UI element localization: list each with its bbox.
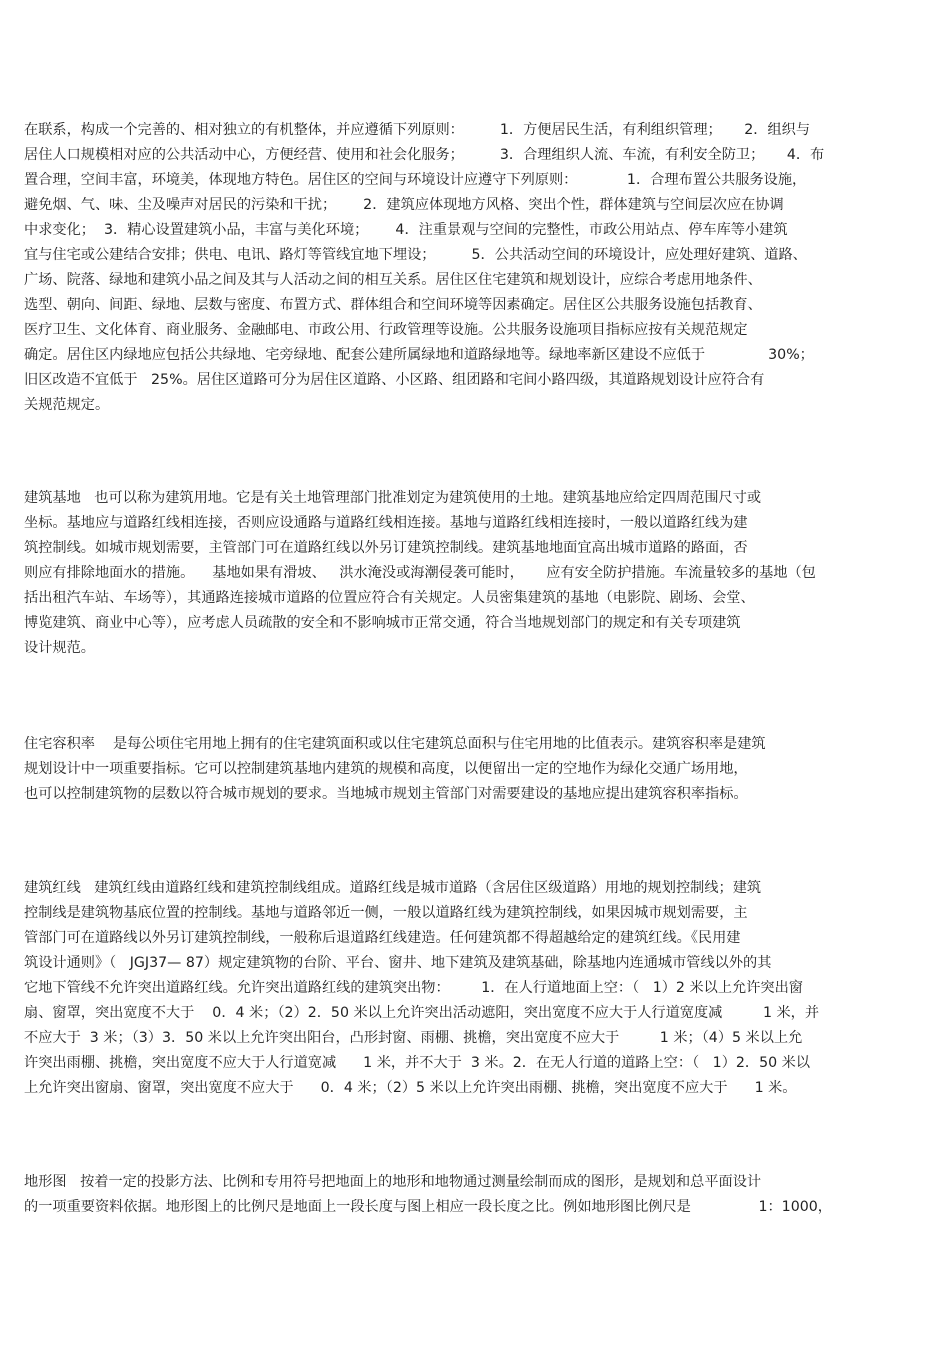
text-line: 上允许突出窗扇、窗罩，突出宽度不应大于 0．4 米；（2）5 米以上允许突出雨棚、挑檐，突出宽度不应大于 1 米。 xyxy=(24,1080,797,1096)
text-line: 它地下管线不允许突出道路红线。允许突出道路红线的建筑突出物： 1．在人行道地面上空：（ 1）2 米以上允许突出窗 xyxy=(24,980,803,996)
text-line: 建筑红线 建筑红线由道路红线和建筑控制线组成。道路红线是城市道路（含居住区级道路）用地的规划控制线；建筑 xyxy=(24,880,762,896)
text-line: 居住人口规模相对应的公共活动中心，方便经营、使用和社会化服务； 3．合理组织人流、车流，有利安全防卫； 4．布 xyxy=(24,147,825,163)
text-line: 地形图 按着一定的投影方法、比例和专用符号把地面上的地形和地物通过测量绘制而成的图形，是规划和总平面设计 xyxy=(24,1174,762,1190)
text-line: 扇、窗罩，突出宽度不大于 0．4 米；（2）2．50 米以上允许突出活动遮阳，突出宽度不应大于人行道宽度减 1 米，并 xyxy=(24,1005,820,1021)
text-line: 坐标。基地应与道路红线相连接，否则应设通路与道路红线相连接。基地与道路红线相连接时，一般以道路红线为建 xyxy=(24,515,748,531)
text-line: 置合理，空间丰富，环境美，体现地方特色。居住区的空间与环境设计应遵守下列原则： 1．合理布置公共服务设施， xyxy=(24,172,807,188)
text-line: 博览建筑、商业中心等），应考虑人员疏散的安全和不影响城市正常交通，符合当地规划部门的规定和有关专项建筑 xyxy=(24,615,741,631)
text-line: 规划设计中一项重要指标。它可以控制建筑基地内建筑的规模和高度，以便留出一定的空地作为绿化交通广场用地， xyxy=(24,761,748,777)
text-line: 筑设计通则》（ JGJ37— 87）规定建筑物的台阶、平台、窗井、地下建筑及建筑基础，除基地内连通城市管线以外的其 xyxy=(24,955,772,971)
text-line: 中求变化； 3．精心设置建筑小品，丰富与美化环境； 4．注重景观与空间的完整性，市政公用站点、停车库等小建筑 xyxy=(24,222,788,238)
text-line: 关规范规定。 xyxy=(24,397,110,413)
text-line: 建筑基地 也可以称为建筑用地。它是有关土地管理部门批准划定为建筑使用的土地。建筑基地应给定四周范围尺寸或 xyxy=(24,490,762,506)
text-line: 管部门可在道路线以外另订建筑控制线，一般称后退道路红线建造。任何建筑都不得超越给定的建筑红线。《民用建 xyxy=(24,930,741,946)
text-line: 则应有排除地面水的措施。 基地如果有滑坡、 洪水淹没或海潮侵袭可能时， 应有安全防护措施。车流量较多的基地（包 xyxy=(24,565,816,581)
text-line: 许突出雨棚、挑檐，突出宽度不应大于人行道宽减 1 米，并不大于 3 米。2．在无人行道的道路上空：（ 1）2．50 米以 xyxy=(24,1055,811,1071)
text-line: 避免烟、气、味、尘及噪声对居民的污染和干扰； 2．建筑应体现地方风格、突出个性，群体建筑与空间层次应在协调 xyxy=(24,197,784,213)
text-line: 设计规范。 xyxy=(24,640,95,656)
text-line: 筑控制线。如城市规划需要，主管部门可在道路红线以外另订建筑控制线。建筑基地地面宜高出城市道路的路面，否 xyxy=(24,540,748,556)
text-line: 也可以控制建筑物的层数以符合城市规划的要求。当地城市规划主管部门对需要建设的基地应提出建筑容积率指标。 xyxy=(24,786,748,802)
text-line: 的一项重要资料依据。地形图上的比例尺是地面上一段长度与图上相应一段长度之比。例如地形图比例尺是 1：1000， xyxy=(24,1199,832,1215)
text-line: 住宅容积率 是每公顷住宅用地上拥有的住宅建筑面积或以住宅建筑总面积与住宅用地的比值表示。建筑容积率是建筑 xyxy=(24,736,766,752)
text-line: 宜与住宅或公建结合安排；供电、电讯、路灯等管线宜地下埋设； 5．公共活动空间的环境设计，应处理好建筑、道路、 xyxy=(24,247,807,263)
text-line: 选型、朝向、间距、绿地、层数与密度、布置方式、群体组合和空间环境等因素确定。居住区公共服务设施包括教育、 xyxy=(24,297,762,313)
text-line: 确定。居住区内绿地应包括公共绿地、宅旁绿地、配套公建所属绿地和道路绿地等。绿地率新区建设不应低于 30%； xyxy=(24,347,814,363)
text-line: 括出租汽车站、车场等），其通路连接城市道路的位置应符合有关规定。人员密集建筑的基地（电影院、剧场、会堂、 xyxy=(24,590,755,606)
text-line: 广场、院落、绿地和建筑小品之间及其与人活动之间的相互关系。居住区住宅建筑和规划设计，应综合考虑用地条件、 xyxy=(24,272,762,288)
text-line: 医疗卫生、文化体育、商业服务、金融邮电、市政公用、行政管理等设施。公共服务设施项目指标应按有关规范规定 xyxy=(24,322,748,338)
text-line: 不应大于 3 米；（3）3．50 米以上允许突出阳台，凸形封窗、雨棚、挑檐，突出宽度不应大于 1 米；（4）5 米以上允 xyxy=(24,1030,803,1046)
text-line: 旧区改造不宜低于 25%。居住区道路可分为居住区道路、小区路、组团路和宅间小路四级，其道路规划设计应符合有 xyxy=(24,372,765,388)
text-line: 控制线是建筑物基底位置的控制线。基地与道路邻近一侧，一般以道路红线为建筑控制线，如果因城市规划需要，主 xyxy=(24,905,748,921)
text-line: 在联系，构成一个完善的、相对独立的有机整体，并应遵循下列原则： 1．方便居民生活，有利组织管理； 2．组织与 xyxy=(24,122,811,138)
